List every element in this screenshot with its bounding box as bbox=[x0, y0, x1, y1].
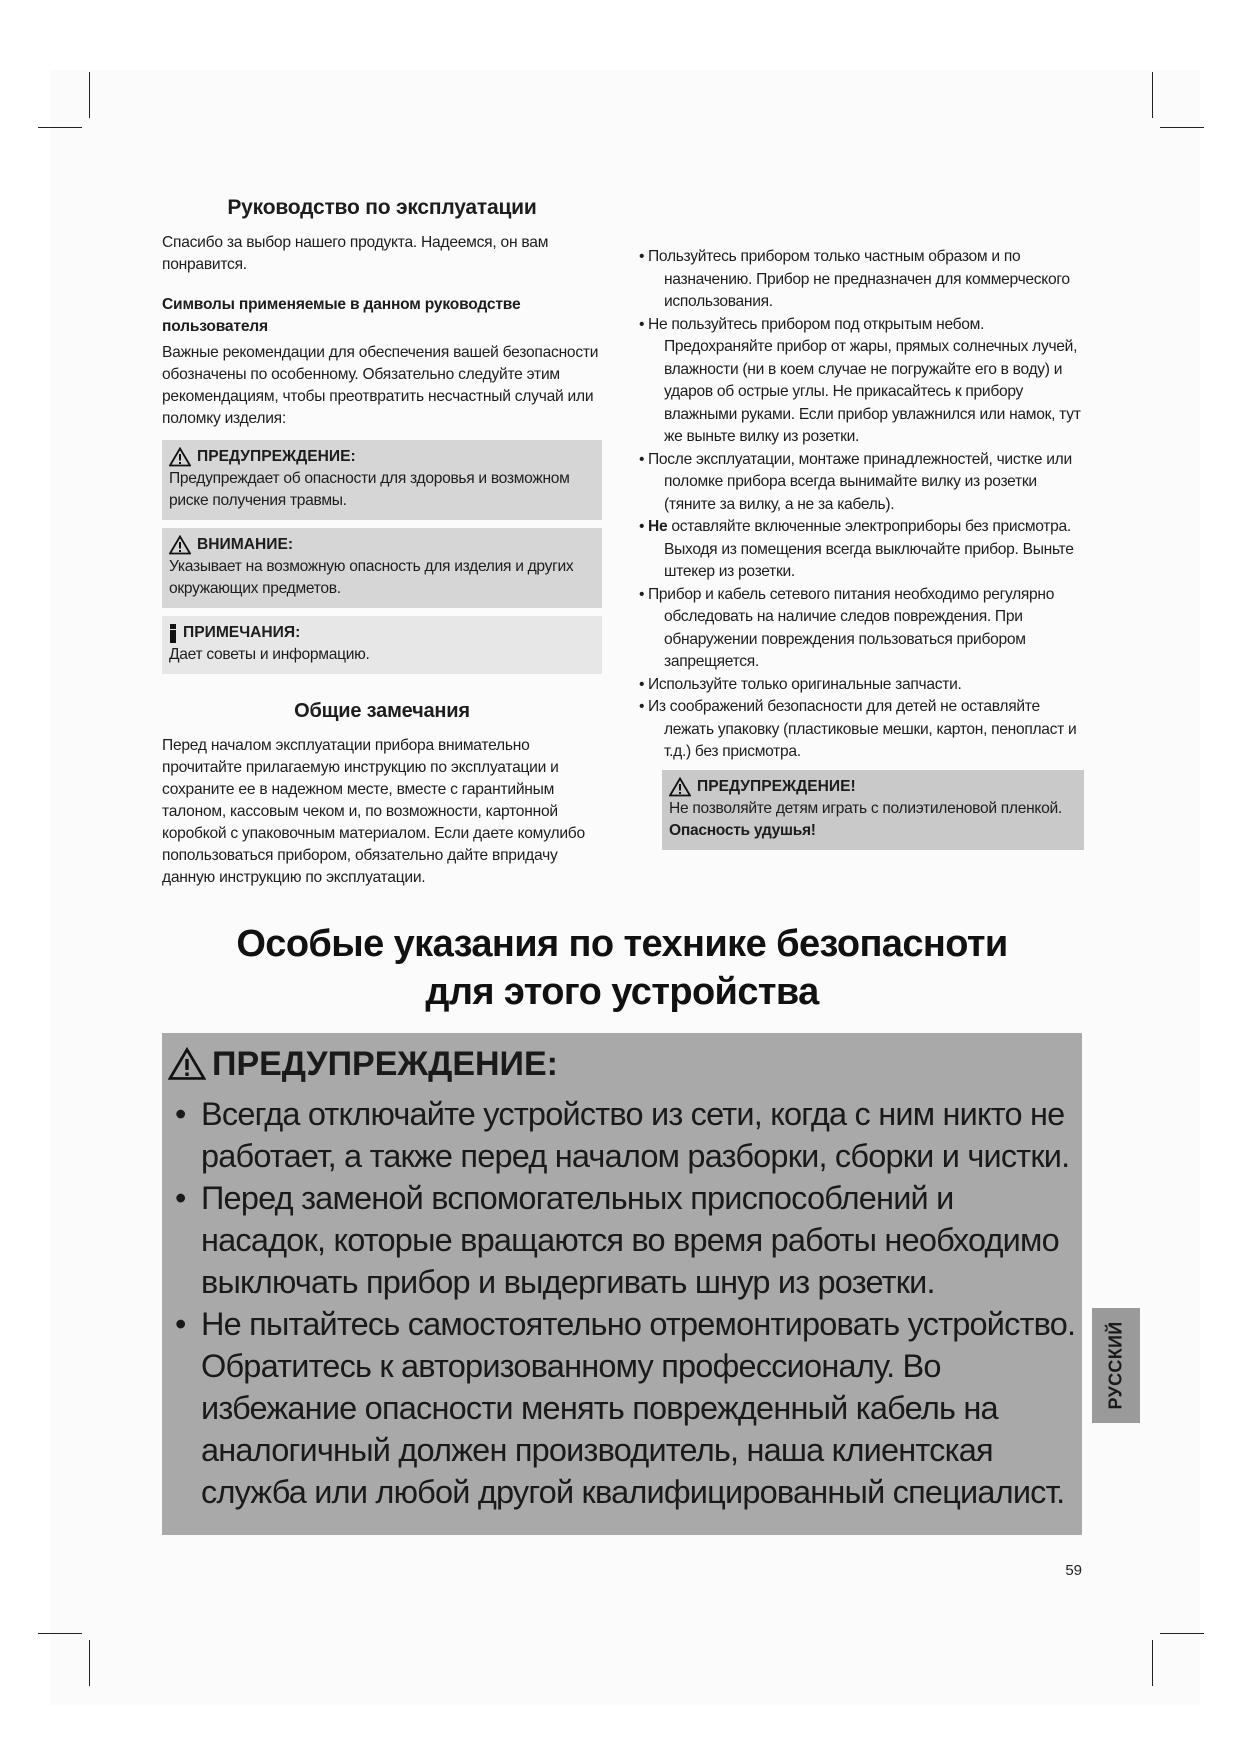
list-item: • Используйте только оригинальные запчасти. bbox=[639, 675, 962, 693]
list-item: • Перед заменой вспомогательных приспособлений и насадок, которые вращаются во время работы необходимо выключать прибор и выдергивать шнур из розетки. bbox=[175, 1180, 1059, 1300]
warning-triangle-icon bbox=[168, 1047, 206, 1081]
crop-mark bbox=[1152, 72, 1153, 118]
special-warning-title: ПРЕДУПРЕЖДЕНИЕ: bbox=[212, 1045, 558, 1083]
crop-mark bbox=[89, 72, 90, 118]
warning-triangle-icon bbox=[669, 777, 691, 797]
list-item: • Всегда отключайте устройство из сети, когда с ним никто не работает, а также перед началом разборки, сборки и чистки. bbox=[175, 1096, 1070, 1174]
general-heading: Общие замечания bbox=[294, 700, 470, 722]
page-number: 59 bbox=[1065, 1562, 1082, 1579]
warning-triangle-icon bbox=[169, 535, 191, 555]
symbols-text: Важные рекомендации для обеспечения вашей безопасности обозначены по особенному. Обязательно следуйте этим рекомендациям, чтобы преотвратить несчастный случай или поломку изделия: bbox=[162, 344, 599, 427]
right-column bbox=[634, 196, 1084, 850]
warning-box-text: Предупреждает об опасности для здоровья и возможном риске получения травмы. bbox=[169, 470, 570, 509]
crop-mark bbox=[1160, 127, 1204, 128]
notes-box-title: ПРИМЕЧАНИЯ: bbox=[183, 624, 301, 641]
crop-mark bbox=[38, 127, 82, 128]
crop-mark bbox=[89, 1640, 90, 1686]
info-icon bbox=[169, 623, 177, 643]
list-item: • Пользуйтесь прибором только частным образом и по назначению. Прибор не предназначен для коммерческого использования. bbox=[639, 248, 1070, 310]
crop-mark bbox=[38, 1633, 82, 1634]
notes-box-text: Дает советы и информацию. bbox=[169, 646, 370, 663]
list-item: • Не оставляйте включенные электроприборы без присмотра. Выходя из помещения всегда выключайте прибор. Выньте штекер из розетки. bbox=[639, 518, 1074, 580]
list-item: • Из соображений безопасности для детей не оставляйте лежать упаковку (пластиковые мешки, картон, пенопласт и т.д.) без присмотра. bbox=[639, 698, 1077, 760]
notes-box bbox=[162, 616, 602, 674]
warning-box bbox=[162, 440, 602, 520]
child-warning-box bbox=[662, 770, 1084, 850]
crop-mark bbox=[1160, 1633, 1204, 1634]
child-warning-bold: Опасность удушья! bbox=[669, 821, 816, 839]
list-item: • После эксплуатации, монтаже принадлежностей, чистке или поломке прибора всегда вынимайте вилку из розетки (тяните за вилку, а не за кабель). bbox=[639, 450, 1072, 513]
attention-box bbox=[162, 528, 602, 608]
attention-box-text: Указывает на возможную опасность для изделия и других окружающих предметов. bbox=[169, 558, 574, 597]
child-warning-title: ПРЕДУПРЕЖДЕНИЕ! bbox=[697, 777, 856, 795]
special-warning-list bbox=[168, 1093, 1082, 1513]
special-title: Особые указания по технике безопасноти для этого устройства bbox=[236, 923, 1008, 1013]
symbols-heading: Символы применяемые в данном руководстве пользователя bbox=[162, 296, 521, 335]
list-item: • Не пользуйтесь прибором под открытым небом. Предохраняйте прибор от жары, прямых солнечных лучей, влажности (ни в коем случае не погружайте его в воду) и ударов об острые углы. Не прикасайтесь к прибору влажными руками. Если прибор увлажнился или намок, тут же выньте вилку из розетки. bbox=[639, 315, 1081, 445]
attention-box-title: ВНИМАНИЕ: bbox=[197, 536, 294, 553]
manual-title: Руководство по эксплуатации bbox=[227, 196, 537, 219]
language-tab: РУССКИЙ bbox=[1092, 1308, 1140, 1423]
intro-text: Спасибо за выбор нашего продукта. Надеемся, он вам понравится. bbox=[162, 234, 549, 273]
list-item: • Прибор и кабель сетевого питания необходимо регулярно обследовать на наличие следов повреждения. При обнаружении повреждения пользоваться прибором запрещяется. bbox=[639, 585, 1055, 670]
list-item: • Не пытайтесь самостоятельно отремонтировать устройство. Обратитесь к авторизованному профессионалу. Во избежание опасности менять поврежденный кабель на аналогичный должен производитель, наша клиентская служба или любой другой квалифицированный специалист. bbox=[175, 1306, 1076, 1510]
general-text: Перед началом эксплуатации прибора внимательно прочитайте прилагаемую инструкцию по эксплуатации и сохраните ее в надежном месте, вместе с гарантийным талоном, кассовым чеком и, по возможности, картонной коробкой с упаковочным материалом. Если даете комулибо попользоваться прибором, обязательно дайте впридачу данную инструкцию по эксплуатации. bbox=[162, 737, 585, 886]
left-column bbox=[162, 196, 602, 889]
child-warning-text: Не позволяйте детям играть с полиэтиленовой пленкой. bbox=[669, 799, 1062, 817]
warning-box-title: ПРЕДУПРЕЖДЕНИЕ: bbox=[197, 448, 356, 465]
warning-triangle-icon bbox=[169, 447, 191, 467]
safety-list bbox=[634, 246, 1084, 764]
crop-mark bbox=[1152, 1640, 1153, 1686]
special-warning-box bbox=[162, 1033, 1082, 1535]
